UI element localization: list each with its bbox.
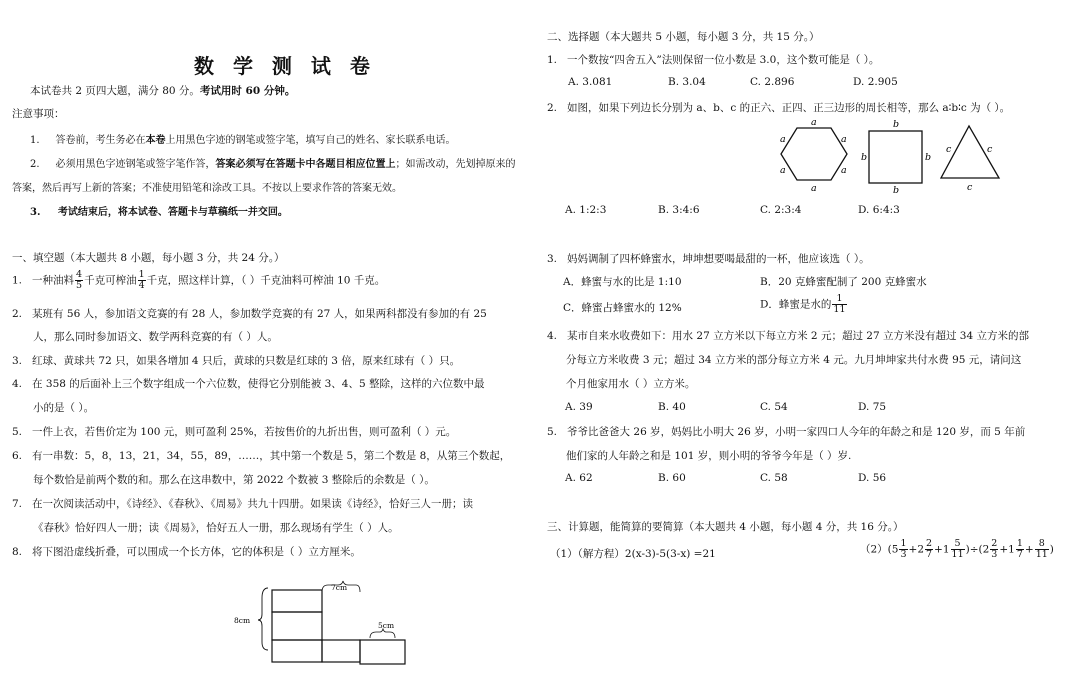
q3-option-a: A．蜂蜜与水的比是 1:10 (563, 276, 682, 288)
net-face-top (272, 590, 322, 612)
notice-3: 3. 考试结束后，将本试卷、答题卡与草稿纸一并交回。 (30, 207, 288, 218)
choice-question-2: 2. 如图，如果下列边长分别为 a、b、c 的正六、正四、正三边形的周长相等，那么 a∶b∶c 为（ ）。 (547, 102, 1011, 114)
fill-question-4-line2: 小的是（ ）。 (33, 402, 95, 414)
square-shape (869, 131, 922, 183)
polygons-figure (775, 116, 1015, 194)
section3-title: 三、计算题，能简算的要简算（本大题共 4 小题，每小题 4 分，共 16 分。） (547, 521, 904, 533)
q1-option-b: B. 3.04 (668, 76, 706, 88)
choice-question-4: 4. 某市自来水收费如下：用水 27 立方米以下每立方米 2 元；超过 27 立方米没有超过 34 立方米的部 (547, 330, 1030, 342)
fill-question-5: 5. 一件上衣，若售价定为 100 元，则可盈利 25%，若按售价的九折出售，则可盈利（ ）元。 (12, 426, 457, 438)
fill-question-1: 1. 一种油料 $\frac{4}{5}$ 千克可榨油 $\frac{1}{4}$ 千克，照这样计算，（ ）千克油料可榨油 10 千克。 (12, 269, 386, 291)
calc-question-2: （2）(5 $\frac{1}{3}$ +2 $\frac{2}{7}$ +1 $\frac{5}{11}$ )÷(2 $\frac{2}{3}$ +1 $\frac{1}{7}$ + $\frac{8}{11}$ ) (860, 538, 1054, 560)
hex-label-lower-left: a (780, 165, 786, 176)
q4-option-a: A. 39 (565, 401, 593, 413)
fill-question-3: 3. 红球、黄球共 72 只，如果各增加 4 只后，黄球的只数是红球的 3 倍，原来红球有（ ）只。 (12, 355, 461, 367)
page-title: 数 学 测 试 卷 (194, 54, 376, 78)
fraction: $\frac{8}{11}$ (1035, 538, 1048, 560)
hex-label-upper-left: a (780, 134, 786, 145)
fraction: $\frac{1}{3}$ (900, 538, 907, 560)
net-face-bottom (272, 640, 322, 662)
fraction: $\frac{5}{11}$ (951, 538, 964, 560)
notice-2-line2: 答案，然后再写上新的答案；不准使用铅笔和涂改工具。不按以上要求作答的答案无效。 (12, 183, 402, 194)
fraction: $\frac{2}{7}$ (926, 538, 933, 560)
triangle-label-left: c (946, 144, 952, 155)
square-label-right: b (925, 152, 932, 163)
box-net-figure (228, 580, 418, 685)
choice-question-1: 1. 一个数按“四舍五入”法则保留一位小数是 3.0，这个数可能是（ ）。 (547, 54, 880, 66)
fill-question-6-line2: 每个数恰是前两个数的和。那么在这串数中，第 2022 个数被 3 整除后的余数是（ ）。 (33, 474, 435, 486)
fill-question-7-line2: 《春秋》恰好四人一册；读《周易》，恰好五人一册，那么现场有学生（ ）人。 (33, 522, 399, 534)
net-face-front (272, 612, 322, 640)
q3-option-b: B．20 克蜂蜜配制了 200 克蜂蜜水 (760, 276, 927, 288)
fill-question-2: 2. 某班有 56 人，参加语文竞赛的有 28 人，参加数学竞赛的有 27 人，如果两科都没有参加的有 25 (12, 308, 487, 320)
triangle-label-right: c (987, 144, 993, 155)
hex-label-top: a (811, 117, 817, 128)
choice-question-4-line2: 分每立方米收费 3 元；超过 34 立方米的部分每立方米 4 元。九月坤坤家共付水费 95 元，请问这 (566, 354, 1022, 366)
label-8cm: 8cm (234, 616, 251, 625)
q1-option-a: A. 3.081 (568, 76, 613, 88)
fraction: $\frac{1}{11}$ (833, 293, 846, 315)
q2-option-a: A. 1:2:3 (565, 204, 607, 216)
notice-1: 1. 答卷前，考生务必在本卷上用黑色字迹的钢笔或签字笔，填写自己的姓名、家长联系电话。 (30, 135, 456, 146)
label-7cm: 7cm (331, 583, 348, 592)
choice-question-5: 5. 爷爷比爸爸大 26 岁，妈妈比小明大 26 岁，小明一家四口人今年的年龄之和是 120 岁，而 5 年前 (547, 426, 1026, 438)
label-5cm: 5cm (378, 621, 395, 630)
section2-title: 二、选择题（本大题共 5 小题，每小题 3 分，共 15 分。） (547, 31, 820, 43)
hexagon-shape (781, 128, 847, 180)
fraction: $\frac{1}{4}$ (138, 269, 145, 291)
hex-label-lower-right: a (841, 165, 847, 176)
q5-option-d: D. 56 (858, 472, 887, 484)
fraction: $\frac{1}{7}$ (1016, 538, 1023, 560)
net-face-end (360, 640, 405, 664)
q2-option-c: C. 2:3:4 (760, 204, 802, 216)
choice-question-5-line2: 他们家的人年龄之和是 101 岁，则小明的爷爷今年是（ ）岁. (566, 450, 852, 462)
choice-question-4-line3: 个月他家用水（ ）立方米。 (566, 378, 696, 390)
net-face-side (322, 640, 360, 662)
q5-option-a: A. 62 (565, 472, 593, 484)
hex-label-bottom: a (811, 183, 817, 194)
exam-intro: 本试卷共 2 页四大题，满分 80 分。考试用时 60 分钟。 (30, 85, 296, 97)
fill-question-4: 4. 在 358 的后面补上三个数字组成一个六位数，使得它分别能被 3、4、5 整除，这样的六位数中最 (12, 378, 485, 390)
q3-option-c: C．蜂蜜占蜂蜜水的 12% (563, 302, 682, 314)
q4-option-c: C. 54 (760, 401, 788, 413)
q4-option-d: D. 75 (858, 401, 887, 413)
choice-question-3: 3. 妈妈调制了四杯蜂蜜水，坤坤想要喝最甜的一杯，他应该选（ ）。 (547, 253, 870, 265)
triangle-label-bottom: c (967, 182, 973, 193)
section1-title: 一、填空题（本大题共 8 小题，每小题 3 分，共 24 分。） (12, 252, 285, 264)
q5-option-b: B. 60 (658, 472, 686, 484)
fill-question-7: 7. 在一次阅读活动中，《诗经》、《春秋》、《周易》共九十四册。如果读《诗经》，恰好三人一册；读 (12, 498, 474, 510)
fraction: $\frac{4}{5}$ (76, 269, 83, 291)
q4-option-b: B. 40 (658, 401, 686, 413)
hex-label-upper-right: a (841, 134, 847, 145)
q2-option-d: D. 6:4:3 (858, 204, 900, 216)
height-brace (258, 588, 268, 650)
notice-2: 2. 必须用黑色字迹钢笔或签字笔作答，答案必须写在答题卡中各题目相应位置上；如需改动，先划掉原来的 (30, 159, 516, 170)
q1-option-c: C. 2.896 (750, 76, 795, 88)
calc-question-1: （1）（解方程）2(x-3)-5(3-x) =21 (550, 548, 716, 560)
square-label-bottom: b (893, 185, 900, 194)
notice-title: 注意事项： (12, 108, 65, 120)
fraction: $\frac{2}{3}$ (991, 538, 998, 560)
fill-question-2-line2: 人，那么同时参加语文、数学两科竞赛的有（ ）人。 (33, 331, 278, 343)
q2-option-b: B. 3:4:6 (658, 204, 700, 216)
q5-option-c: C. 58 (760, 472, 788, 484)
depth-brace (370, 629, 395, 638)
fill-question-6: 6. 有一串数：5，8，13，21，34，55，89，……，其中第一个数是 5，第二个数是 8，从第三个数起， (12, 450, 511, 462)
q3-option-d: D．蜂蜜是水的 $\frac{1}{11}$ (760, 293, 846, 315)
square-label-left: b (861, 152, 868, 163)
fill-question-8: 8. 将下图沿虚线折叠，可以围成一个长方体，它的体积是（ ）立方厘米。 (12, 546, 361, 558)
square-label-top: b (893, 119, 900, 130)
q1-option-d: D. 2.905 (853, 76, 898, 88)
